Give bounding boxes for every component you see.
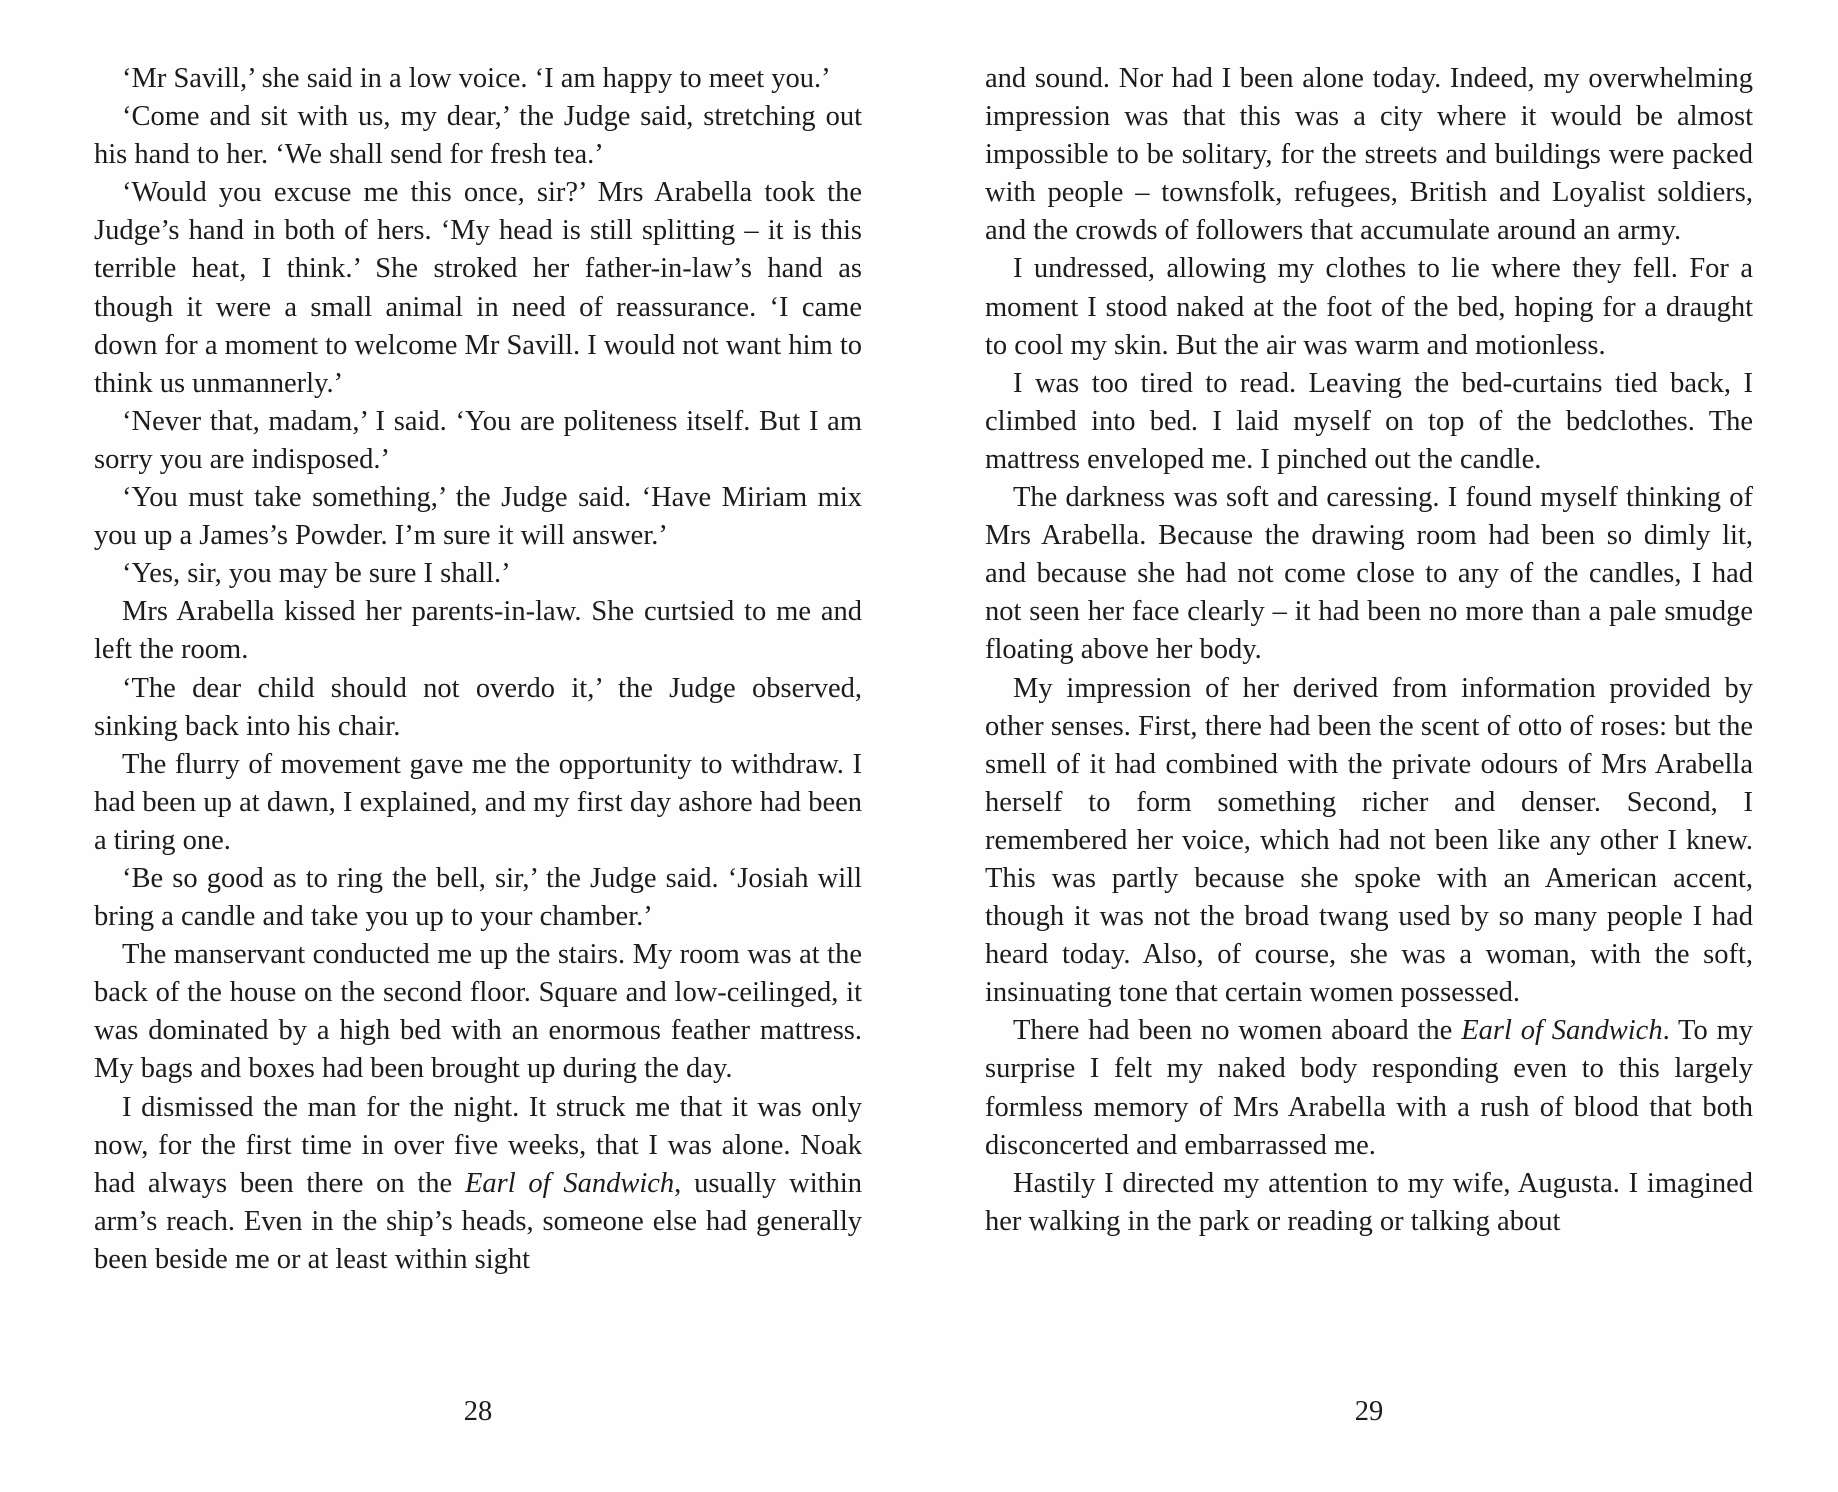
text-run: , usually within arm’s reach. Even in the ship’s heads, someone else had generally been beside me or at least within sight <box>94 1167 862 1275</box>
ship-name: Earl of Sandwich <box>1461 1015 1663 1047</box>
continued-paragraph: and sound. Nor had I been alone today. Indeed, my overwhelming impression was that this was a city where it would be almost impossible to be solitary, for the streets and buildings were packed with people – townsfolk, refugees, British and Loyalist soldiers, and the crowds of followers that accumulate around an army. <box>985 63 1753 247</box>
right-page <box>985 60 1753 1440</box>
paragraph: ‘Mr Savill,’ she said in a low voice. ‘I am happy to meet you.’ <box>122 63 831 94</box>
paragraph: ‘You must take something,’ the Judge said. ‘Have Miriam mix you up a James’s Powder. I’m sure it will answer.’ <box>94 482 862 552</box>
paragraph: I undressed, allowing my clothes to lie where they fell. For a moment I stood naked at the foot of the bed, hoping for a draught to cool my skin. But the air was warm and motionless. <box>985 253 1753 361</box>
paragraph: My impression of her derived from information provided by other senses. First, there had been the scent of otto of roses: but the smell of it had combined with the private odours of Mrs Arabella herself to form something richer and denser. Second, I remembered her voice, which had not been like any other I knew. This was partly because she spoke with an American accent, though it was not the broad twang used by so many people I had heard today. Also, of course, she was a woman, with the soft, insinuating tone that certain women possessed. <box>985 672 1753 1009</box>
paragraph: I was too tired to read. Leaving the bed-curtains tied back, I climbed into bed. I laid myself on top of the bedclothes. The mattress enveloped me. I pinched out the candle. <box>985 367 1753 475</box>
paragraph: ‘Would you excuse me this once, sir?’ Mrs Arabella took the Judge’s hand in both of hers. ‘My head is still splitting – it is this terrible heat, I think.’ She stroked her father-in-law’s hand as though it were a small animal in need of reassurance. ‘I came down for a moment to welcome Mr Savill. I would not want him to think us unmannerly.’ <box>94 177 862 399</box>
paragraph: Hastily I directed my attention to my wife, Augusta. I imagined her walking in the park or reading or talking about <box>985 1167 1753 1237</box>
text-run: I dismissed the man for the night. It struck me that it was only now, for the first time in over five weeks, that I was alone. Noak had always been there on the <box>94 1091 862 1199</box>
paragraph: ‘Yes, sir, you may be sure I shall.’ <box>122 558 511 590</box>
page-number-right: 29 <box>1354 1396 1384 1427</box>
paragraph: ‘The dear child should not overdo it,’ the Judge observed, sinking back into his chair. <box>94 672 862 742</box>
text-run: . To my surprise I felt my naked body responding even to this largely formless memory of Mrs Arabella with a rush of blood that both disconcerted and embarrassed me. <box>985 1015 1753 1161</box>
page-number-left: 28 <box>463 1396 493 1427</box>
paragraph-with-ship-name <box>985 1012 1753 1164</box>
ship-name: Earl of Sandwich <box>464 1167 675 1199</box>
left-page-text <box>94 60 862 1350</box>
paragraph: Mrs Arabella kissed her parents-in-law. She curtsied to me and left the room. <box>94 596 862 666</box>
paragraph: The manservant conducted me up the stairs. My room was at the back of the house on the second floor. Square and low-ceilinged, it was dominated by a high bed with an enormous feather mattress. My bags and boxes had been brought up during the day. <box>94 939 862 1085</box>
text-run: There had been no women aboard the <box>1013 1015 1462 1047</box>
paragraph: ‘Be so good as to ring the bell, sir,’ the Judge said. ‘Josiah will bring a candle and take you up to your chamber.’ <box>94 862 862 933</box>
paragraph: The darkness was soft and caressing. I found myself thinking of Mrs Arabella. Because the drawing room had been so dimly lit, and because she had not come close to any of the candles, I had not seen her face clearly – it had been no more than a pale smudge floating above her body. <box>985 482 1753 666</box>
paragraph-with-ship-name <box>94 1089 862 1279</box>
paragraph: ‘Come and sit with us, my dear,’ the Judge said, stretching out his hand to her. ‘We shall send for fresh tea.’ <box>94 101 862 171</box>
paragraph: The flurry of movement gave me the opportunity to withdraw. I had been up at dawn, I explained, and my first day ashore had been a tiring one. <box>94 748 862 856</box>
left-page <box>94 60 862 1440</box>
paragraph: ‘Never that, madam,’ I said. ‘You are politeness itself. But I am sorry you are indisposed.’ <box>94 405 862 475</box>
right-page-text <box>985 60 1753 1350</box>
